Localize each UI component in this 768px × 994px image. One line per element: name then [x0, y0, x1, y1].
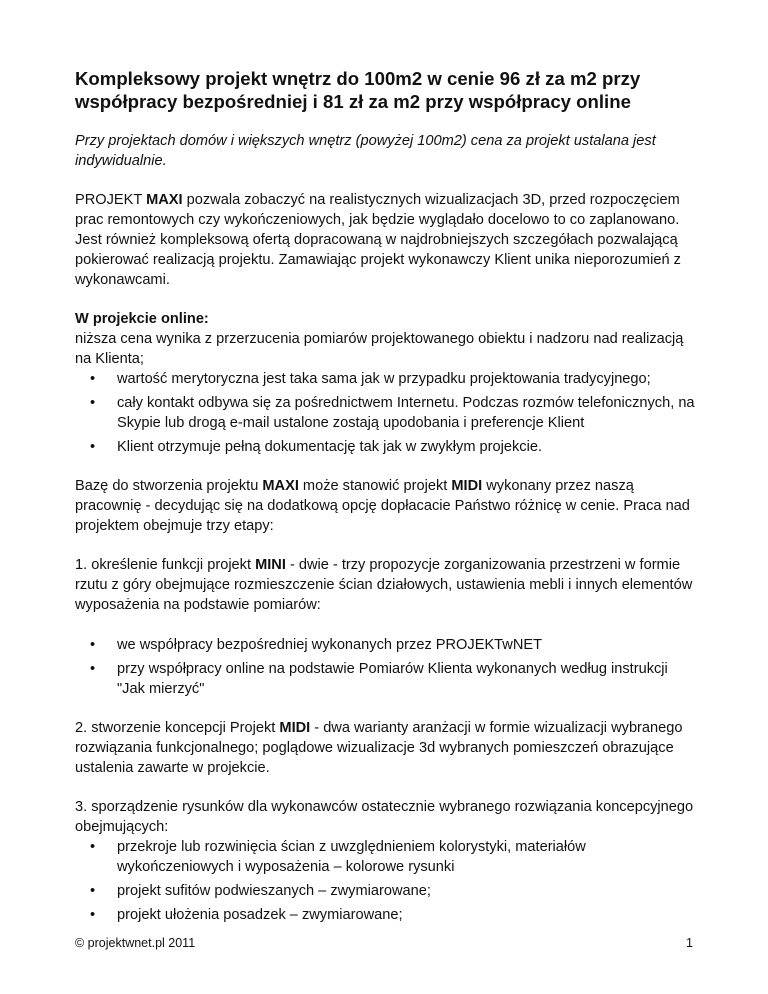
step-3-list — [75, 837, 695, 925]
online-section — [75, 309, 695, 457]
bullet-icon: • — [90, 371, 96, 387]
list-item: • Klient otrzymuje pełną dokumentację tak jak w zwykłym projekcie. — [90, 439, 543, 455]
step-3 — [75, 797, 695, 925]
base-paragraph: Bazę do stworzenia projektu MAXI może stanowić projekt MIDI wykonany przez naszą pracownię - decydując się na dodatkową opcję dopłacacie Państwo różnicę w cenie. Praca nad projektem obejmuje trzy etapy: — [75, 478, 690, 534]
maxi-prefix: PROJEKT — [75, 192, 147, 208]
step-2: 2. stworzenie koncepcji Projekt MIDI - dwa warianty aranżacji w formie wizualizacji wybranego rozwiązania funkcjonalnego; poglądowe wizualizacje 3d wybranych pomieszczeń obrazujące ustalenia zawarte w projekcie. — [75, 720, 683, 776]
list-item: • projekt ułożenia posadzek – zwymiarowane; — [90, 907, 403, 923]
midi-label: MIDI — [279, 720, 311, 736]
bullet-icon: • — [90, 661, 96, 677]
list-item: • przekroje lub rozwinięcia ścian z uwzględnieniem kolorystyki, materiałów wykończeniowych i wyposażenia – kolorowe rysunki — [90, 839, 586, 875]
list-item: • wartość merytoryczna jest taka sama jak w przypadku projektowania tradycyjnego; — [90, 371, 651, 387]
copyright-text: © projektwnet.pl 2011 — [75, 936, 196, 950]
step-1-list — [75, 635, 695, 699]
midi-label: MIDI — [451, 478, 483, 494]
page-title: Kompleksowy projekt wnętrz do 100m2 w cenie 96 zł za m2 przy współpracy bezpośredniej i 81 zł za m2 przy współpracy online — [75, 68, 641, 112]
bullet-icon: • — [90, 883, 96, 899]
mini-label: MINI — [255, 557, 286, 573]
list-item: • cały kontakt odbywa się za pośrednictwem Internetu. Podczas rozmów telefonicznych, na Skypie lub drogą e-mail ustalone zostają upodobania i preferencje Klient — [90, 395, 695, 431]
document-page — [75, 67, 695, 925]
maxi-label: MAXI — [262, 478, 299, 494]
list-item: • projekt sufitów podwieszanych – zwymiarowane; — [90, 883, 431, 899]
maxi-label: MAXI — [146, 192, 183, 208]
bullet-icon: • — [90, 907, 96, 923]
page-footer — [75, 935, 693, 951]
bullet-icon: • — [90, 395, 96, 411]
online-heading: W projekcie online: — [75, 311, 209, 327]
bullet-icon: • — [90, 637, 96, 653]
bullet-icon: • — [90, 439, 96, 455]
online-text: niższa cena wynika z przerzucenia pomiarów projektowanego obiektu i nadzoru nad realizacją na Klienta; — [75, 331, 684, 367]
intro-note: Przy projektach domów i większych wnętrz (powyżej 100m2) cena za projekt ustalana jest indywidualnie. — [75, 133, 656, 169]
list-item: • we współpracy bezpośredniej wykonanych przez PROJEKTwNET — [90, 637, 543, 653]
online-list — [75, 369, 695, 457]
maxi-text: pozwala zobaczyć na realistycznych wizualizacjach 3D, przed rozpoczęciem prac remontowych czy wykończeniowych, jak będzie wyglądało docelowo to co zaplanowano. Jest również kompleksową ofertą dopracowaną w najdrobniejszych szczegółach pozwalającą pokierować realizacją projektu. Zamawiając projekt wykonawczy Klient unika nieporozumień z wykonawcami. — [75, 192, 681, 288]
step-1: 1. określenie funkcji projekt MINI - dwie - trzy propozycje zorganizowania przestrzeni w formie rzutu z góry obejmujące rozmieszczenie ścian działowych, ustawienia mebli i innych elementów wyposażenia na podstawie pomiarów: — [75, 557, 693, 613]
maxi-description — [75, 190, 695, 290]
step-3-text: 3. sporządzenie rysunków dla wykonawców ostatecznie wybranego rozwiązania koncepcyjnego obejmujących: — [75, 799, 694, 835]
page-number: 1 — [686, 936, 693, 950]
bullet-icon: • — [90, 839, 96, 855]
list-item: • przy współpracy online na podstawie Pomiarów Klienta wykonanych według instrukcji "Jak mierzyć" — [90, 661, 668, 697]
